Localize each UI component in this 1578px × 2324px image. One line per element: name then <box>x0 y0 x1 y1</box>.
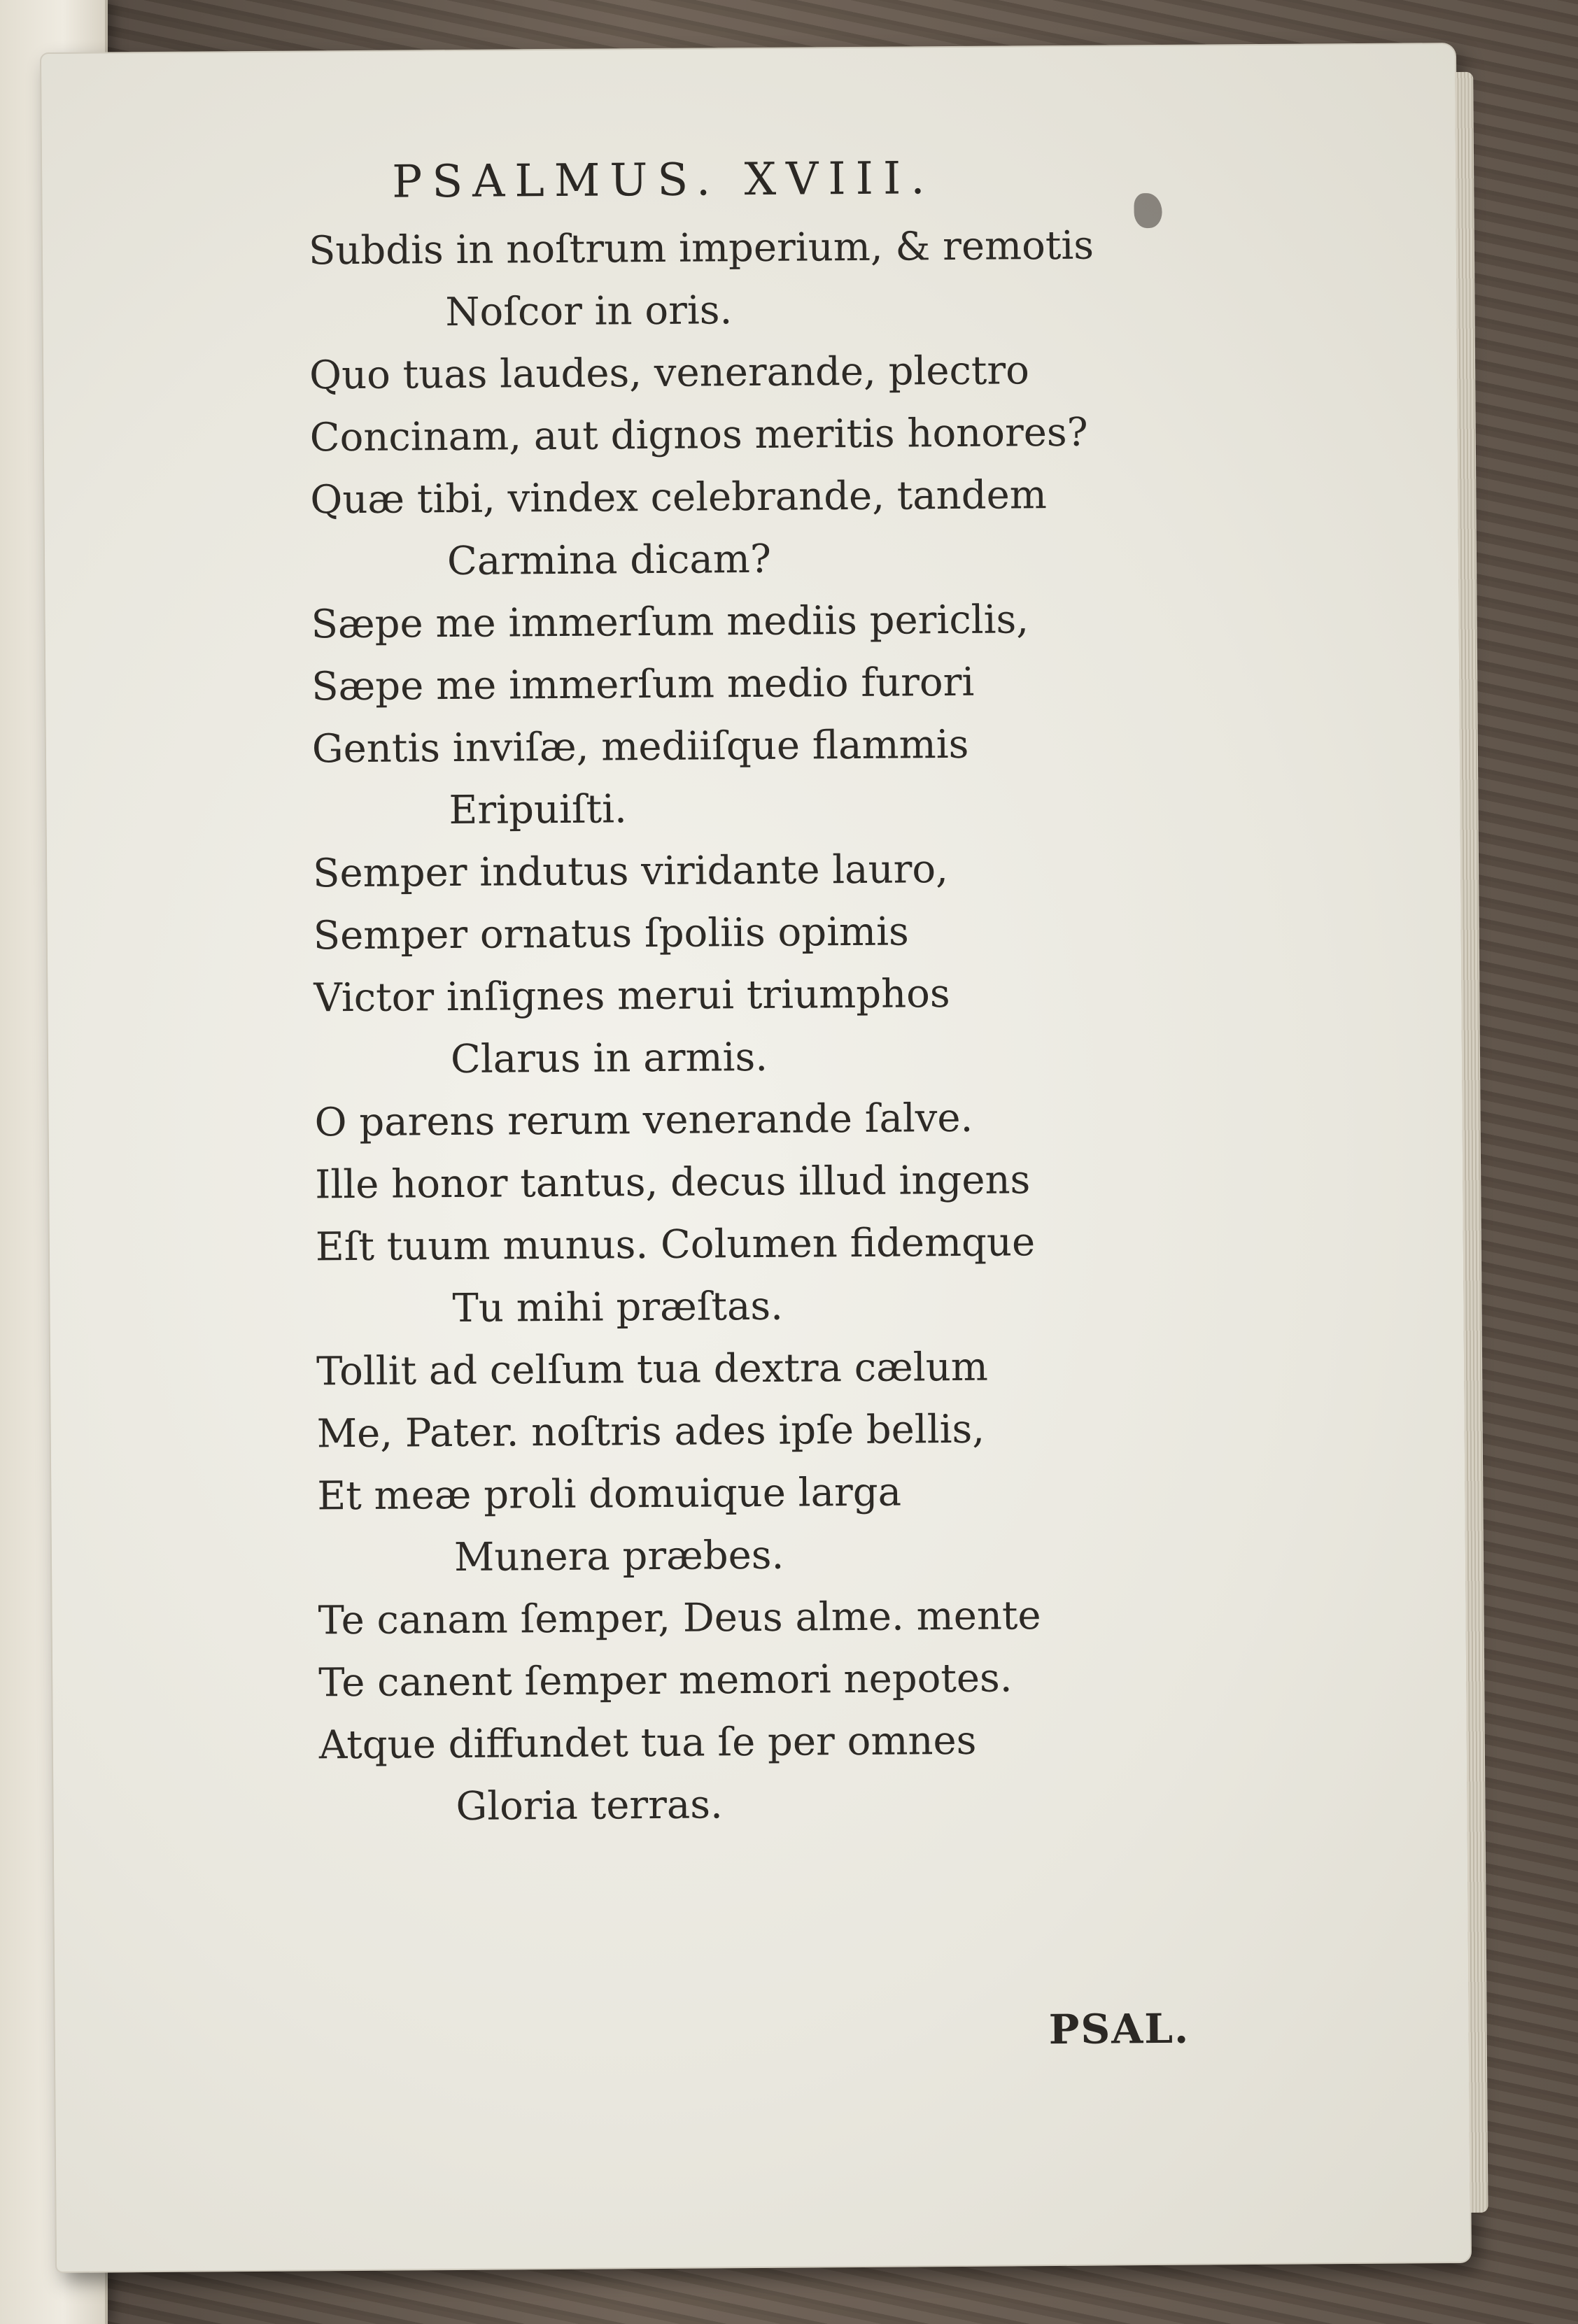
running-title: PSALMUS. XVIII. <box>391 153 935 208</box>
verse-line: Gloria terras. <box>456 1782 724 1830</box>
verse-line: Noſcor in oris. <box>445 288 733 336</box>
verse-line: Semper ornatus ſpoliis opimis <box>313 909 909 959</box>
verse-line: Et meæ proli domuique larga <box>317 1469 902 1519</box>
verse-line: Semper indutus viridante lauro, <box>312 846 949 897</box>
verse-line: Gentis inviſæ, mediiſque flammis <box>311 721 969 772</box>
verse-line: Tu mihi præſtas. <box>452 1283 784 1332</box>
catchword: PSAL. <box>1048 2004 1190 2054</box>
book-page <box>41 44 1470 2272</box>
verse-line: Munera præbes. <box>453 1532 784 1581</box>
verse-line: Subdis in noſtrum imperium, & remotis <box>308 222 1094 274</box>
verse-line: Me, Pater. noſtris ades ipſe bellis, <box>316 1406 985 1457</box>
verse-line: Ille honor tantus, decus illud ingens <box>315 1157 1031 1208</box>
verse-line: Sæpe me immerſum mediis periclis, <box>311 597 1029 648</box>
verse-line: Quæ tibi, vindex celebrande, tandem <box>310 472 1048 523</box>
verse-line: Te canent ſemper memori nepotes. <box>318 1655 1013 1706</box>
poem-body <box>309 213 1369 1838</box>
verse-line: Eripuiſti. <box>449 786 628 834</box>
verse-line: Sæpe me immerſum medio furori <box>311 659 975 710</box>
verse-line: Carmina dicam? <box>446 536 772 585</box>
verse-line: Atque diffundet tua ſe per omnes <box>318 1717 977 1769</box>
verse-line: Quo tuas laudes, venerande, plectro <box>309 348 1030 399</box>
page-stack-edge <box>1455 72 1488 2213</box>
verse-line: Tollit ad celſum tua dextra cælum <box>316 1344 989 1395</box>
verse-line: Clarus in armis. <box>450 1034 768 1083</box>
verse-line: O parens rerum venerande ſalve. <box>314 1095 973 1146</box>
verse-line: Eſt tuum munus. Columen fidemque <box>315 1219 1036 1270</box>
verse-line: Concinam, aut dignos meritis honores? <box>309 409 1088 461</box>
verse-line: Te canam ſemper, Deus alme. mente <box>318 1593 1041 1644</box>
verse-line: Victor inſignes merui triumphos <box>314 971 950 1021</box>
